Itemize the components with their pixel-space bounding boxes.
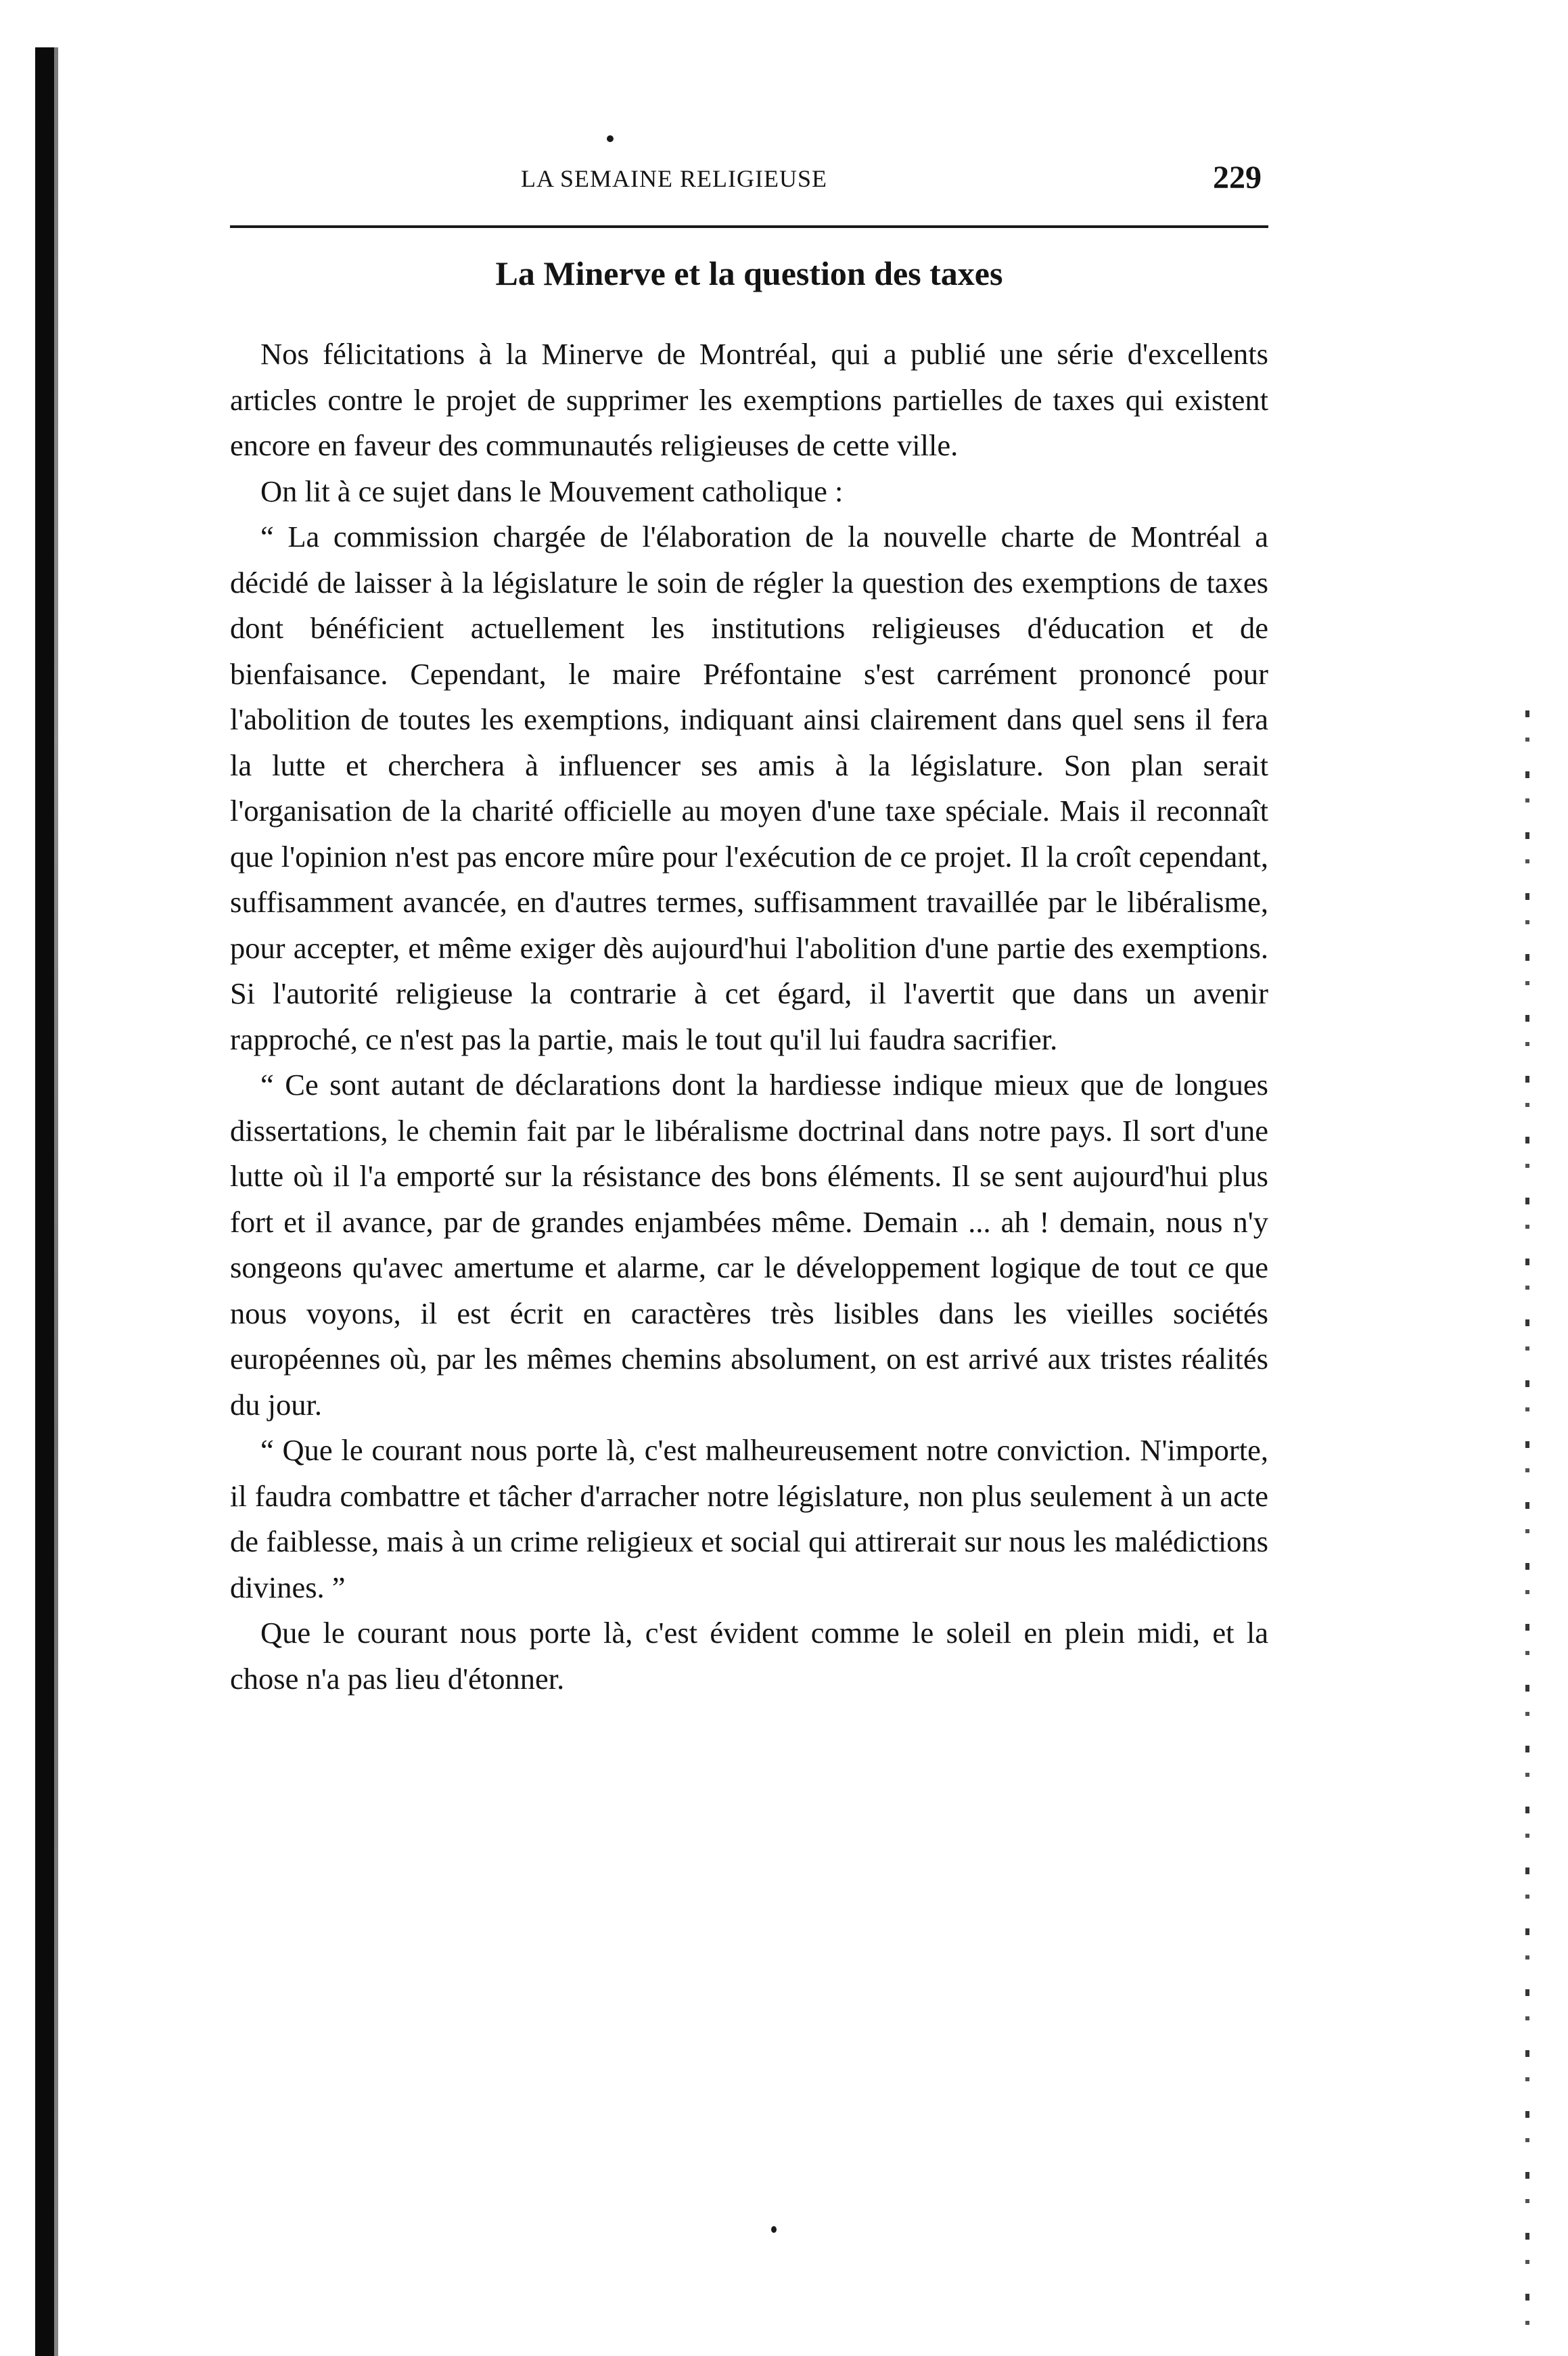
running-title: LA SEMAINE RELIGIEUSE [521,165,827,192]
scan-speck [607,135,614,142]
scan-right-edge-artifacts [1525,710,1529,2334]
paragraph: Que le courant nous porte là, c'est évident comme le soleil en plein midi, et la chose n'a pas lieu d'étonner. [230,1616,1268,1696]
book-page [230,152,1268,1696]
header-rule [230,225,1268,228]
scan-binding-edge [35,47,54,2356]
paragraph: Nos félicitations à la Minerve de Montréal, qui a publié une série d'excellents articles contre le projet de supprimer les exemptions partielles de taxes qui existent encore en faveur des communautés religieuses de cette ville. [230,337,1268,462]
article-title: La Minerve et la question des taxes [495,254,1003,292]
scan-speck [771,2226,777,2233]
page-number: 229 [1213,160,1262,196]
article-body [230,332,1268,1702]
paragraph-quote: “ Que le courant nous porte là, c'est malheureusement notre conviction. N'importe, il faudra combattre et tâcher d'arracher notre législature, non plus seulement à un acte de faiblesse, mais à un crime religieux et social qui attirerait sur nous les malédictions divines. ” [230,1433,1268,1604]
running-head [230,152,1268,196]
paragraph-quote: “ La commission chargée de l'élaboration de la nouvelle charte de Montréal a décidé de laisser à la législature le soin de régler la question des exemptions de taxes dont bénéficient actuellement les institutions religieuses d'éducation et de bienfaisance. Cependant, le maire Préfontaine s'est carrément prononcé pour l'abolition de toutes les exemptions, indiquant ainsi clairement dans quel sens il fera la lutte et cherchera à influencer ses amis à la législature. Son plan serait l'organisation de la charité officielle au moyen d'une taxe spéciale. Mais il reconnaît que l'opinion n'est pas encore mûre pour l'exécution de ce projet. Il la croît cependant, suffisamment avancée, en d'autres termes, suffisamment travaillée par le libéralisme, pour accepter, et même exiger dès aujourd'hui l'abolition d'une partie des exemptions. Si l'autorité religieuse la contrarie à cet égard, il l'avertit que dans un avenir rapproché, ce n'est pas la partie, mais le tout qu'il lui faudra sacrifier. [230,520,1268,1056]
paragraph-quote: “ Ce sont autant de déclarations dont la hardiesse indique mieux que de longues dissertations, le chemin fait par le libéralisme doctrinal dans notre pays. Il sort d'une lutte où il l'a emporté sur la résistance des bons éléments. Il se sent aujourd'hui plus fort et il avance, par de grandes enjambées même. Demain ... ah ! demain, nous n'y songeons qu'avec amertume et alarme, car le développement logique de tout ce que nous voyons, il est écrit en caractères très lisibles dans les vieilles sociétés européennes où, par les mêmes chemins absolument, on est arrivé aux tristes réalités du jour. [230,1068,1268,1422]
paragraph: On lit à ce sujet dans le Mouvement catholique : [260,474,844,508]
